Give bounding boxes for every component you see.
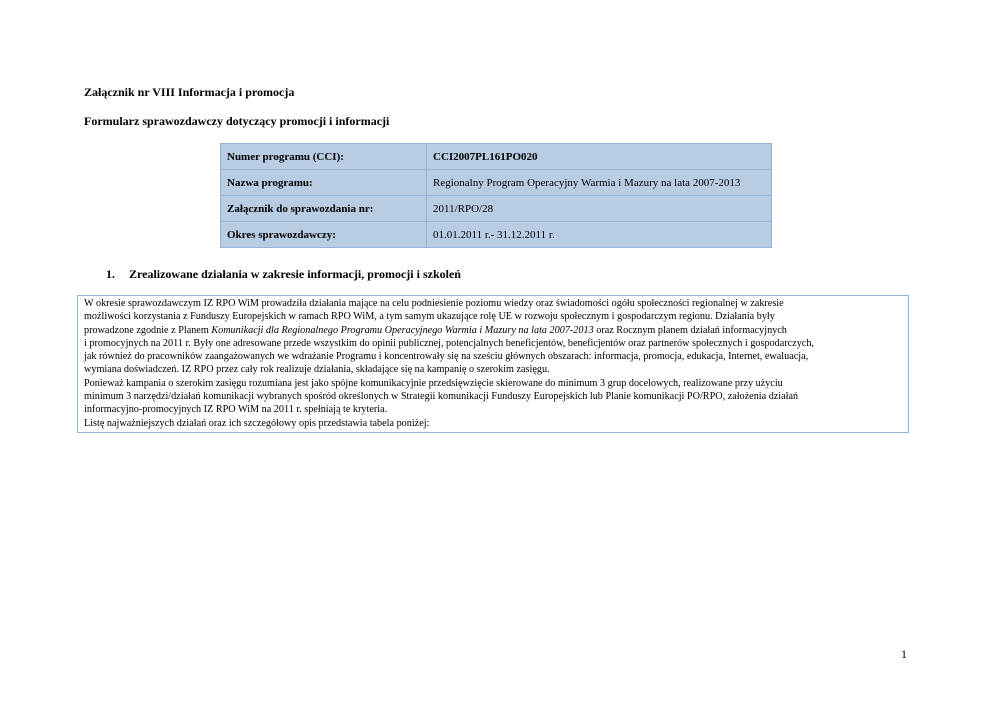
section-title: Zrealizowane działania w zakresie informacji, promocji i szkoleń (129, 267, 461, 281)
row-value: 2011/RPO/28 (427, 196, 772, 222)
body-text: prowadzone zgodnie z Planem (84, 324, 212, 336)
body-line: możliwości korzystania z Funduszy Europejskich w ramach RPO WiM, a tym samym ukazujące rolę UE w rozwoju społecznym i gospodarczym regionu. Działania były (84, 311, 775, 323)
body-line: i promocyjnych na 2011 r. Były one adresowane przede wszystkim do opinii publicznej, potencjalnych beneficjentów, beneficjentów oraz partnerów społecznych i gospodarczych, (84, 337, 814, 349)
row-label: Załącznik do sprawozdania nr: (221, 196, 427, 222)
description-textbox (77, 295, 909, 433)
row-label: Nazwa programu: (221, 170, 427, 196)
section-heading (106, 267, 461, 282)
body-line: Ponieważ kampania o szerokim zasięgu rozumiana jest jako spójne komunikacyjnie przedsięwzięcie skierowane do minimum 3 grup docelowych, realizowane przy użyciu (84, 377, 783, 389)
row-label: Numer programu (CCI): (221, 144, 427, 170)
annex-title: Załącznik nr VIII Informacja i promocja (84, 85, 295, 99)
section-number: 1. (106, 267, 115, 281)
table-row (221, 144, 772, 170)
table-row (221, 222, 772, 248)
plan-title: Komunikacji dla Regionalnego Programu Operacyjnego Warmia i Mazury na lata 2007-2013 (211, 324, 594, 336)
row-value: Regionalny Program Operacyjny Warmia i Mazury na lata 2007-2013 (427, 170, 772, 196)
body-line: W okresie sprawozdawczym IZ RPO WiM prowadziła działania mające na celu podniesienie poziomu wiedzy oraz świadomości ogółu społeczności regionalnej w zakresie (84, 298, 784, 309)
row-label: Okres sprawozdawczy: (221, 222, 427, 248)
row-value: CCI2007PL161PO020 (427, 144, 772, 170)
program-info-table (220, 143, 772, 248)
body-line: jak również do pracowników zaangażowanych we wdrażanie Programu i koncentrowały się na sześciu głównych obszarach: informacja, promocja, edukacja, Internet, ewaluacja, (84, 351, 809, 363)
body-text: oraz Rocznym planem działań informacyjnych (593, 324, 787, 336)
table-row (221, 170, 772, 196)
table-row (221, 196, 772, 222)
body-line: wymiana doświadczeń. IZ RPO przez cały rok realizuje działania, składające się na kampanię o szerokim zasięgu. (84, 364, 550, 376)
page-number: 1 (901, 647, 907, 661)
row-value: 01.01.2011 r.- 31.12.2011 r. (427, 222, 772, 248)
body-line: minimum 3 narzędzi/działań komunikacji wybranych spośród określonych w Strategii komunikacji Funduszy Europejskich lub Planie komunikacji PO/RPO, założenia działań (84, 391, 799, 403)
body-line: informacyjno-promocyjnych IZ RPO WiM na 2011 r. spełniają te kryteria. (84, 404, 388, 416)
form-title: Formularz sprawozdawczy dotyczący promocji i informacji (84, 114, 390, 128)
body-line: Listę najważniejszych działań oraz ich szczegółowy opis przedstawia tabela poniżej: (84, 417, 430, 429)
body-line (84, 324, 902, 337)
